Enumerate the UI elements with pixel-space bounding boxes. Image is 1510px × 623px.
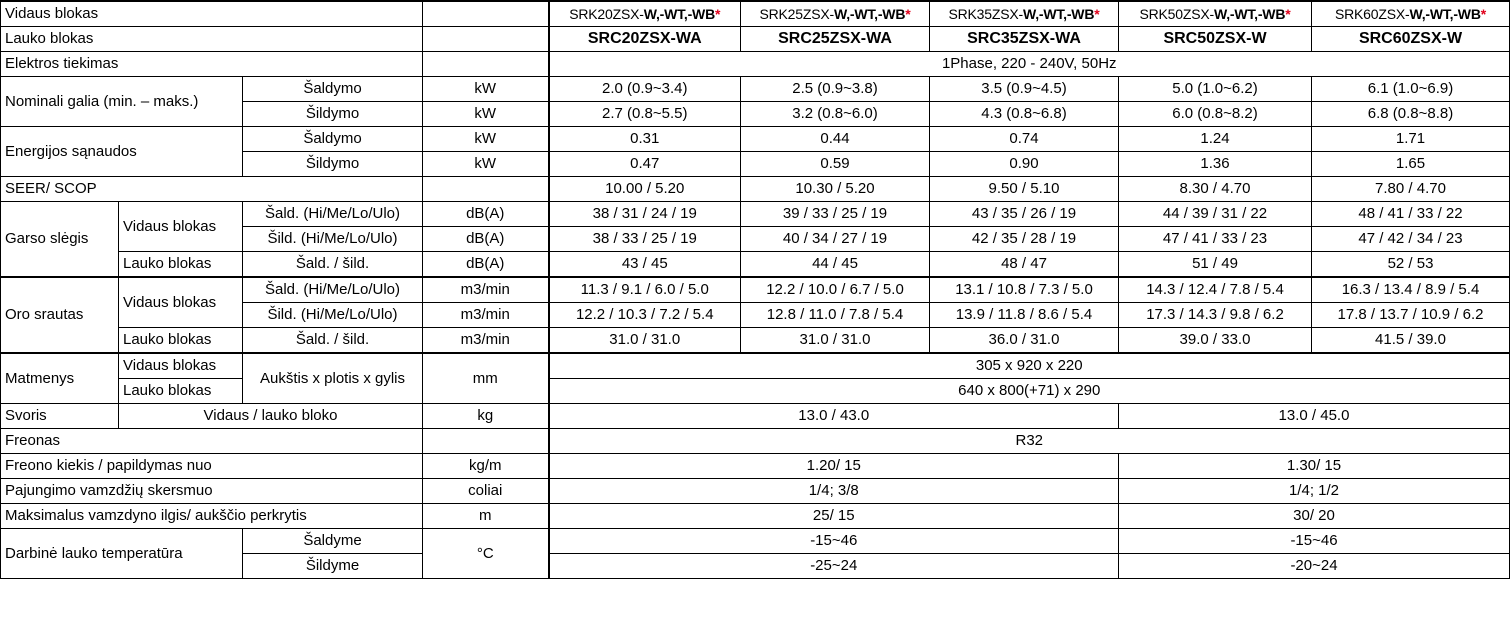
unit-m: m <box>423 504 549 529</box>
sound-outdoor-3: 48 / 47 <box>930 252 1119 278</box>
consumption-cooling-4: 1.24 <box>1119 127 1312 152</box>
row-capacity-cooling <box>1 77 1510 102</box>
label-cooling: Šaldymo <box>243 127 423 152</box>
capacity-cooling-4: 5.0 (1.0~6.2) <box>1119 77 1312 102</box>
label-heating: Šildymo <box>243 152 423 177</box>
sound-indoor-heat-4: 47 / 41 / 33 / 23 <box>1119 227 1312 252</box>
max-pipe-group-1: 25/ 15 <box>549 504 1119 529</box>
outdoor-model-2: SRC25ZSX-WA <box>741 27 930 52</box>
label-air-flow: Oro srautas <box>1 277 119 353</box>
row-dimensions-indoor <box>1 353 1510 379</box>
label-power-consumption: Energijos sąnaudos <box>1 127 243 177</box>
consumption-cooling-1: 0.31 <box>549 127 741 152</box>
outdoor-model-1: SRC20ZSX-WA <box>549 27 741 52</box>
label-power-supply: Elektros tiekimas <box>1 52 423 77</box>
label-air-outdoor: Lauko blokas <box>119 328 243 354</box>
air-outdoor-2: 31.0 / 31.0 <box>741 328 930 354</box>
unit-degc: °C <box>423 529 549 579</box>
air-indoor-heat-1: 12.2 / 10.3 / 7.2 / 5.4 <box>549 303 741 328</box>
blank-cell <box>423 27 549 52</box>
pipes-group-2: 1/4; 1/2 <box>1119 479 1510 504</box>
row-refrigerant-charge <box>1 454 1510 479</box>
label-cool-heat: Šald. / šild. <box>243 328 423 354</box>
air-outdoor-4: 39.0 / 33.0 <box>1119 328 1312 354</box>
pipes-group-1: 1/4; 3/8 <box>549 479 1119 504</box>
blank-cell <box>423 177 549 202</box>
power-supply-value: 1Phase, 220 - 240V, 50Hz <box>549 52 1510 77</box>
label-sound-outdoor: Lauko blokas <box>119 252 243 278</box>
unit-dba: dB(A) <box>423 202 549 227</box>
charge-group-2: 1.30/ 15 <box>1119 454 1510 479</box>
sound-indoor-cool-4: 44 / 39 / 31 / 22 <box>1119 202 1312 227</box>
blank-cell <box>423 52 549 77</box>
seer-scop-5: 7.80 / 4.70 <box>1312 177 1510 202</box>
unit-kgm: kg/m <box>423 454 549 479</box>
label-air-heat: Šild. (Hi/Me/Lo/Ulo) <box>243 303 423 328</box>
air-indoor-heat-4: 17.3 / 14.3 / 9.8 / 6.2 <box>1119 303 1312 328</box>
unit-kw: kW <box>423 127 549 152</box>
row-temp-cooling <box>1 529 1510 554</box>
temp-cooling-group-1: -15~46 <box>549 529 1119 554</box>
row-dimensions-outdoor <box>1 379 1510 404</box>
consumption-cooling-5: 1.71 <box>1312 127 1510 152</box>
label-dims-indoor: Vidaus blokas <box>119 353 243 379</box>
indoor-model-2: SRK25ZSX-W,-WT,-WB* <box>741 1 930 27</box>
label-outdoor-unit: Lauko blokas <box>1 27 423 52</box>
sound-indoor-heat-3: 42 / 35 / 28 / 19 <box>930 227 1119 252</box>
unit-kw: kW <box>423 152 549 177</box>
unit-kg: kg <box>423 404 549 429</box>
unit-m3min: m3/min <box>423 328 549 354</box>
label-indoor-unit: Vidaus blokas <box>1 1 423 27</box>
air-indoor-heat-2: 12.8 / 11.0 / 7.8 / 5.4 <box>741 303 930 328</box>
label-sound-cool: Šald. (Hi/Me/Lo/Ulo) <box>243 202 423 227</box>
max-pipe-group-2: 30/ 20 <box>1119 504 1510 529</box>
air-outdoor-5: 41.5 / 39.0 <box>1312 328 1510 354</box>
label-refrigerant: Freonas <box>1 429 423 454</box>
sound-indoor-cool-3: 43 / 35 / 26 / 19 <box>930 202 1119 227</box>
label-refrigerant-charge: Freono kiekis / papildymas nuo <box>1 454 423 479</box>
unit-m3min: m3/min <box>423 303 549 328</box>
air-indoor-heat-5: 17.8 / 13.7 / 10.9 / 6.2 <box>1312 303 1510 328</box>
label-rated-capacity: Nominali galia (min. – maks.) <box>1 77 243 127</box>
refrigerant-value: R32 <box>549 429 1510 454</box>
seer-scop-2: 10.30 / 5.20 <box>741 177 930 202</box>
air-outdoor-1: 31.0 / 31.0 <box>549 328 741 354</box>
capacity-heating-1: 2.7 (0.8~5.5) <box>549 102 741 127</box>
seer-scop-3: 9.50 / 5.10 <box>930 177 1119 202</box>
label-sound-indoor: Vidaus blokas <box>119 202 243 252</box>
temp-cooling-group-2: -15~46 <box>1119 529 1510 554</box>
air-indoor-cool-2: 12.2 / 10.0 / 6.7 / 5.0 <box>741 277 930 303</box>
indoor-model-3: SRK35ZSX-W,-WT,-WB* <box>930 1 1119 27</box>
label-cooling: Šaldymo <box>243 77 423 102</box>
row-consumption-cooling <box>1 127 1510 152</box>
label-seer-scop: SEER/ SCOP <box>1 177 423 202</box>
capacity-cooling-3: 3.5 (0.9~4.5) <box>930 77 1119 102</box>
consumption-heating-5: 1.65 <box>1312 152 1510 177</box>
air-indoor-heat-3: 13.9 / 11.8 / 8.6 / 5.4 <box>930 303 1119 328</box>
label-cool-heat: Šald. / šild. <box>243 252 423 278</box>
row-sound-indoor-cool <box>1 202 1510 227</box>
row-indoor-model <box>1 1 1510 27</box>
label-temp-heating: Šildyme <box>243 554 423 579</box>
label-op-temp: Darbinė lauko temperatūra <box>1 529 243 579</box>
unit-m3min: m3/min <box>423 277 549 303</box>
row-power-supply <box>1 52 1510 77</box>
capacity-heating-3: 4.3 (0.8~6.8) <box>930 102 1119 127</box>
sound-indoor-cool-2: 39 / 33 / 25 / 19 <box>741 202 930 227</box>
consumption-cooling-3: 0.74 <box>930 127 1119 152</box>
seer-scop-1: 10.00 / 5.20 <box>549 177 741 202</box>
label-air-cool: Šald. (Hi/Me/Lo/Ulo) <box>243 277 423 303</box>
outdoor-model-3: SRC35ZSX-WA <box>930 27 1119 52</box>
outdoor-model-4: SRC50ZSX-W <box>1119 27 1312 52</box>
unit-dba: dB(A) <box>423 227 549 252</box>
sound-indoor-cool-5: 48 / 41 / 33 / 22 <box>1312 202 1510 227</box>
row-max-pipe <box>1 504 1510 529</box>
label-weight: Svoris <box>1 404 119 429</box>
row-outdoor-model <box>1 27 1510 52</box>
unit-mm: mm <box>423 353 549 404</box>
label-sound-heat: Šild. (Hi/Me/Lo/Ulo) <box>243 227 423 252</box>
label-heating: Šildymo <box>243 102 423 127</box>
consumption-heating-3: 0.90 <box>930 152 1119 177</box>
sound-outdoor-1: 43 / 45 <box>549 252 741 278</box>
capacity-cooling-5: 6.1 (1.0~6.9) <box>1312 77 1510 102</box>
label-temp-cooling: Šaldyme <box>243 529 423 554</box>
temp-heating-group-1: -25~24 <box>549 554 1119 579</box>
air-indoor-cool-1: 11.3 / 9.1 / 6.0 / 5.0 <box>549 277 741 303</box>
label-sound-pressure: Garso slėgis <box>1 202 119 278</box>
sound-indoor-cool-1: 38 / 31 / 24 / 19 <box>549 202 741 227</box>
outdoor-model-5: SRC60ZSX-W <box>1312 27 1510 52</box>
temp-heating-group-2: -20~24 <box>1119 554 1510 579</box>
capacity-cooling-1: 2.0 (0.9~3.4) <box>549 77 741 102</box>
row-refrigerant <box>1 429 1510 454</box>
row-weight <box>1 404 1510 429</box>
indoor-model-4: SRK50ZSX-W,-WT,-WB* <box>1119 1 1312 27</box>
dims-indoor-value: 305 x 920 x 220 <box>549 353 1510 379</box>
sound-indoor-heat-5: 47 / 42 / 34 / 23 <box>1312 227 1510 252</box>
capacity-heating-2: 3.2 (0.8~6.0) <box>741 102 930 127</box>
unit-kw: kW <box>423 102 549 127</box>
consumption-heating-4: 1.36 <box>1119 152 1312 177</box>
unit-inch: coliai <box>423 479 549 504</box>
row-seer-scop <box>1 177 1510 202</box>
capacity-heating-5: 6.8 (0.8~8.8) <box>1312 102 1510 127</box>
sound-outdoor-2: 44 / 45 <box>741 252 930 278</box>
seer-scop-4: 8.30 / 4.70 <box>1119 177 1312 202</box>
weight-group-1: 13.0 / 43.0 <box>549 404 1119 429</box>
row-air-outdoor <box>1 328 1510 354</box>
unit-dba: dB(A) <box>423 252 549 278</box>
label-dims-outdoor: Lauko blokas <box>119 379 243 404</box>
weight-group-2: 13.0 / 45.0 <box>1119 404 1510 429</box>
label-air-indoor: Vidaus blokas <box>119 277 243 328</box>
label-weight-desc: Vidaus / lauko bloko <box>119 404 423 429</box>
row-air-indoor-cool <box>1 277 1510 303</box>
row-sound-outdoor <box>1 252 1510 278</box>
consumption-heating-2: 0.59 <box>741 152 930 177</box>
air-indoor-cool-3: 13.1 / 10.8 / 7.3 / 5.0 <box>930 277 1119 303</box>
blank-cell <box>423 1 549 27</box>
consumption-cooling-2: 0.44 <box>741 127 930 152</box>
sound-outdoor-4: 51 / 49 <box>1119 252 1312 278</box>
sound-indoor-heat-1: 38 / 33 / 25 / 19 <box>549 227 741 252</box>
consumption-heating-1: 0.47 <box>549 152 741 177</box>
indoor-model-1: SRK20ZSX-W,-WT,-WB* <box>549 1 741 27</box>
label-dimensions: Matmenys <box>1 353 119 404</box>
row-pipe-diameter <box>1 479 1510 504</box>
capacity-heating-4: 6.0 (0.8~8.2) <box>1119 102 1312 127</box>
capacity-cooling-2: 2.5 (0.9~3.8) <box>741 77 930 102</box>
indoor-model-5: SRK60ZSX-W,-WT,-WB* <box>1312 1 1510 27</box>
air-indoor-cool-5: 16.3 / 13.4 / 8.9 / 5.4 <box>1312 277 1510 303</box>
sound-indoor-heat-2: 40 / 34 / 27 / 19 <box>741 227 930 252</box>
charge-group-1: 1.20/ 15 <box>549 454 1119 479</box>
label-pipe-diameter: Pajungimo vamzdžių skersmuo <box>1 479 423 504</box>
label-max-pipe: Maksimalus vamzdyno ilgis/ aukščio perkrytis <box>1 504 423 529</box>
dims-outdoor-value: 640 x 800(+71) x 290 <box>549 379 1510 404</box>
label-dims-desc: Aukštis x plotis x gylis <box>243 353 423 404</box>
air-indoor-cool-4: 14.3 / 12.4 / 7.8 / 5.4 <box>1119 277 1312 303</box>
unit-kw: kW <box>423 77 549 102</box>
sound-outdoor-5: 52 / 53 <box>1312 252 1510 278</box>
blank-cell <box>423 429 549 454</box>
air-outdoor-3: 36.0 / 31.0 <box>930 328 1119 354</box>
